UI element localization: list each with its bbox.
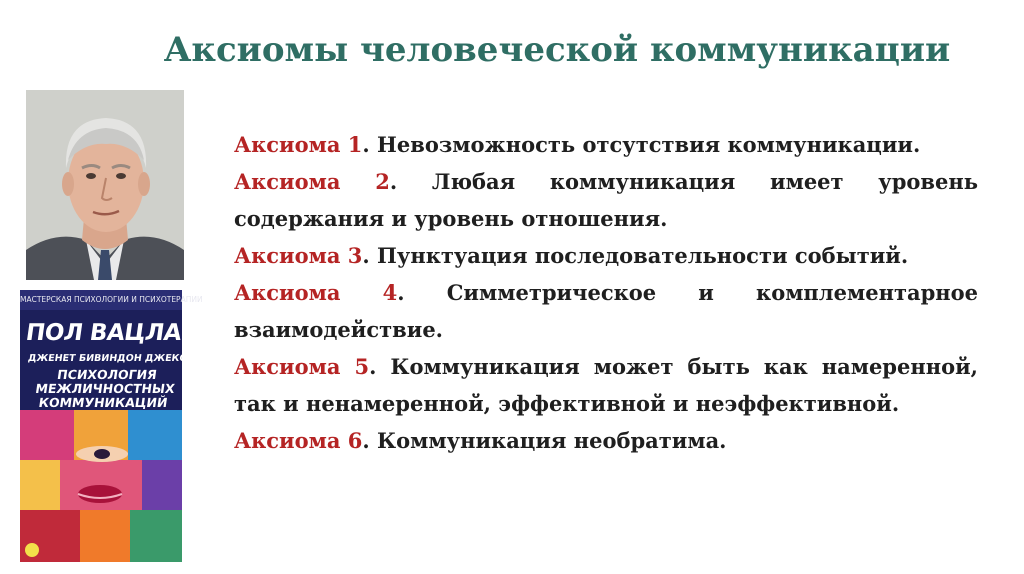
axiom-text: . Невозможность отсутствия коммуникации. — [362, 132, 921, 157]
book-title — [29, 368, 181, 410]
axiom-item-5 — [234, 348, 978, 422]
axiom-item-1 — [234, 126, 978, 163]
author-portrait-photo — [26, 90, 184, 280]
book-author: ПОЛ ВАЦЛАВИК — [24, 320, 237, 346]
book-cover-art — [20, 410, 182, 562]
slide-title: Аксиомы человеческой коммуникации — [163, 30, 951, 70]
book-title-line-3: КОММУНИКАЦИЙ — [37, 395, 169, 410]
axiom-item-2 — [234, 163, 978, 237]
axiom-item-3 — [234, 237, 978, 274]
axiom-text: . Любая коммуникация имеет уровень содержания и уровень отношения. — [234, 169, 978, 231]
axiom-item-4 — [234, 274, 978, 348]
axiom-label: Аксиома 2 — [234, 169, 390, 194]
book-coauthors — [27, 353, 204, 364]
axiom-text: . Коммуникация может быть как намеренной, так и ненамеренной, эффективной и неэффективной. — [234, 354, 978, 416]
book-title-line-2: МЕЖЛИЧНОСТНЫХ — [34, 381, 176, 396]
axiom-label: Аксиома 3 — [234, 243, 363, 268]
axiom-label: Аксиома 5 — [234, 354, 370, 379]
axiom-text: . Пунктуация последовательности событий. — [362, 243, 909, 268]
axiom-text: . Симметрическое и комплементарное взаимодействие. — [234, 280, 978, 342]
axiom-text: . Коммуникация необратима. — [362, 428, 727, 453]
axiom-item-6 — [234, 422, 978, 459]
book-series-label: МАСТЕРСКАЯ ПСИХОЛОГИИ И ПСИХОТЕРАПИИ — [20, 290, 182, 310]
axiom-label: Аксиома 4 — [234, 280, 398, 305]
book-cover — [20, 290, 237, 562]
portrait-illustration — [26, 90, 184, 280]
axioms-list — [234, 126, 978, 459]
book-title-line-1: ПСИХОЛОГИЯ — [56, 367, 158, 382]
book-coauthor-2: ДОН ДЖЕКСОН — [116, 353, 204, 364]
book-coauthor-1: ДЖЕНЕТ БИВИН — [27, 353, 118, 364]
axiom-label: Аксиома 6 — [234, 428, 363, 453]
axiom-label: Аксиома 1 — [234, 132, 363, 157]
